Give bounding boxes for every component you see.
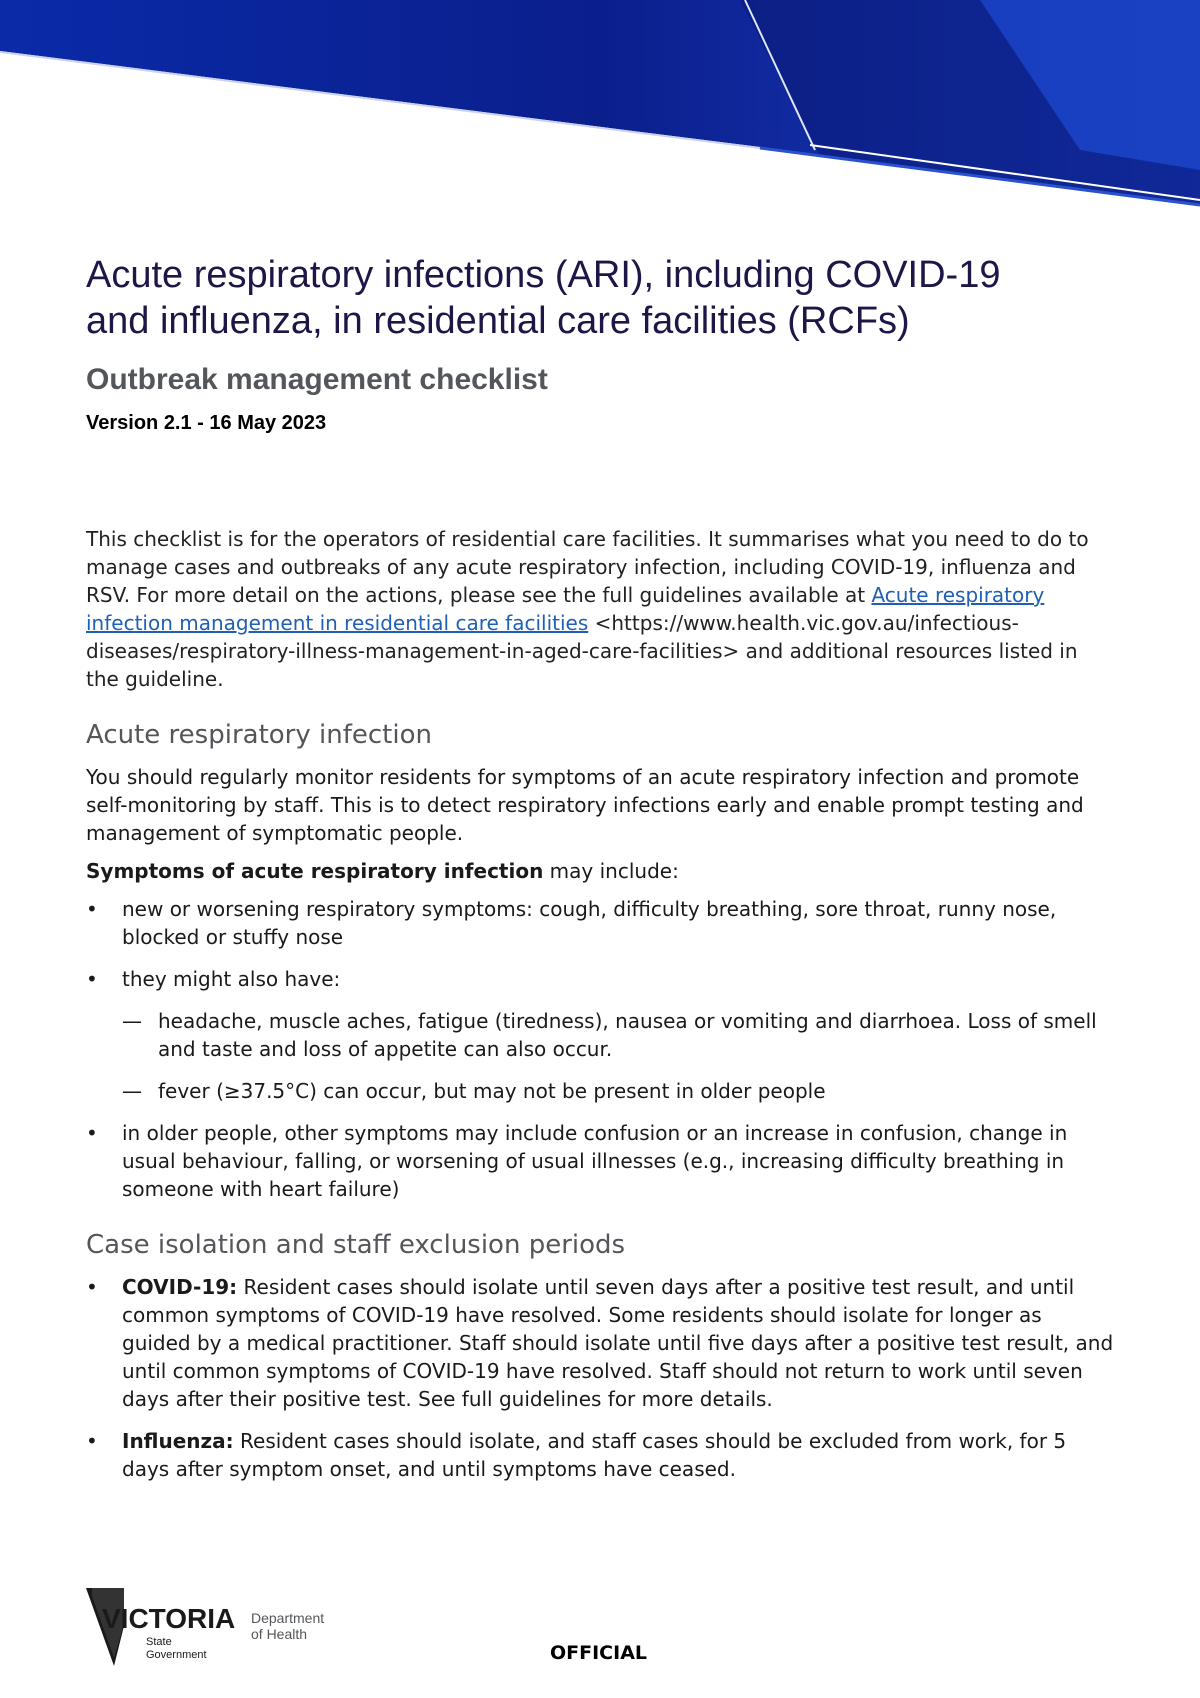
title-line-1: Acute respiratory infections (ARI), including COVID-19 [86, 254, 1001, 296]
bullet-icon: • [86, 1275, 98, 1299]
title-line-2: and influenza, in residential care facilities (RCFs) [86, 300, 910, 342]
covid-label: COVID-19: [122, 1275, 238, 1299]
intro-text: This checklist is for the operators of residential care facilities. It summarises what you need to do to manage cases and outbreaks of any acute respiratory infection, including COVID-19, influenza and RSV. For more detail on the actions, please see the full guidelines available at [86, 527, 1089, 607]
section-heading-isolation: Case isolation and staff exclusion periods [86, 1230, 626, 1260]
symptoms-lead [86, 857, 1116, 885]
logo-word: VICTORIA [102, 1603, 236, 1634]
list-item [86, 1119, 1116, 1203]
bullet-icon: • [86, 967, 98, 991]
bullet-text: they might also have: [122, 967, 341, 991]
version-line: Version 2.1 - 16 May 2023 [86, 412, 327, 434]
bullet-text: in older people, other symptoms may include confusion or an increase in confusion, change in usual behaviour, falling, or worsening of usual illnesses (e.g., increasing difficulty breathing in someone with heart failure) [122, 1121, 1068, 1201]
bullet-icon: • [86, 897, 98, 921]
document-body [86, 252, 1116, 1497]
list-item [86, 1427, 1116, 1483]
list-item [86, 965, 1116, 1105]
sub-list [122, 1007, 1116, 1105]
guidelines-link[interactable]: Acute respiratory infection management in residential care facilities [86, 583, 1045, 635]
logo-government: Government [146, 1649, 207, 1661]
classification-label: OFFICIAL [550, 1642, 648, 1664]
bullet-icon: • [86, 1121, 98, 1145]
dept-line-2: of Health [251, 1626, 308, 1642]
bullet-icon: • [86, 1429, 98, 1453]
bullet-text: new or worsening respiratory symptoms: cough, difficulty breathing, sore throat, runny nose, blocked or stuffy nose [122, 897, 1057, 949]
list-item [86, 895, 1116, 951]
dept-line-1: Department [251, 1610, 325, 1626]
document-title [86, 252, 1116, 344]
symptoms-lead-bold: Symptoms of acute respiratory infection [86, 859, 544, 883]
sub-list-item [86, 1077, 1116, 1105]
sub-text: headache, muscle aches, fatigue (tiredness), nausea or vomiting and diarrhoea. Loss of smell and taste and loss of appetite can also occur. [158, 1009, 1097, 1061]
logo-state: State [146, 1636, 172, 1648]
section-heading-ari: Acute respiratory infection [86, 720, 432, 750]
symptoms-list [86, 895, 1116, 1203]
dash-icon: — [122, 1079, 142, 1103]
intro-paragraph [86, 525, 1116, 693]
document-subtitle: Outbreak management checklist [86, 363, 548, 396]
symptoms-lead-rest: may include: [543, 859, 679, 883]
list-item [86, 1273, 1116, 1413]
ari-paragraph: You should regularly monitor residents for symptoms of an acute respiratory infection and promote self-monitoring by staff. This is to detect respiratory infections early and enable prompt testing and management of symptomatic people. [86, 765, 1084, 845]
victoria-government-logo [86, 1588, 366, 1668]
influenza-label: Influenza: [122, 1429, 234, 1453]
influenza-text: Resident cases should isolate, and staff cases should be excluded from work, for 5 days after symptom onset, and until symptoms have ceased. [122, 1429, 1067, 1481]
intro-url-text: <https://www.health.vic.gov.au/infectious-diseases/respiratory-illness-management-in-aged-care-facilities> and additional resources listed in the guideline. [86, 611, 1078, 691]
covid-text: Resident cases should isolate until seven days after a positive test result, and until common symptoms of COVID-19 have resolved. Some residents should isolate for longer as guided by a medical practitioner. Staff should isolate until five days after a positive test result, and until common symptoms of COVID-19 have resolved. Staff should not return to work until seven days after their positive test. See full guidelines for more details. [122, 1275, 1114, 1411]
sub-text: fever (≥37.5°C) can occur, but may not be present in older people [158, 1079, 826, 1103]
isolation-list [86, 1273, 1116, 1483]
dash-icon: — [122, 1009, 142, 1033]
sub-list-item [86, 1007, 1116, 1063]
header-banner [0, 0, 1200, 230]
